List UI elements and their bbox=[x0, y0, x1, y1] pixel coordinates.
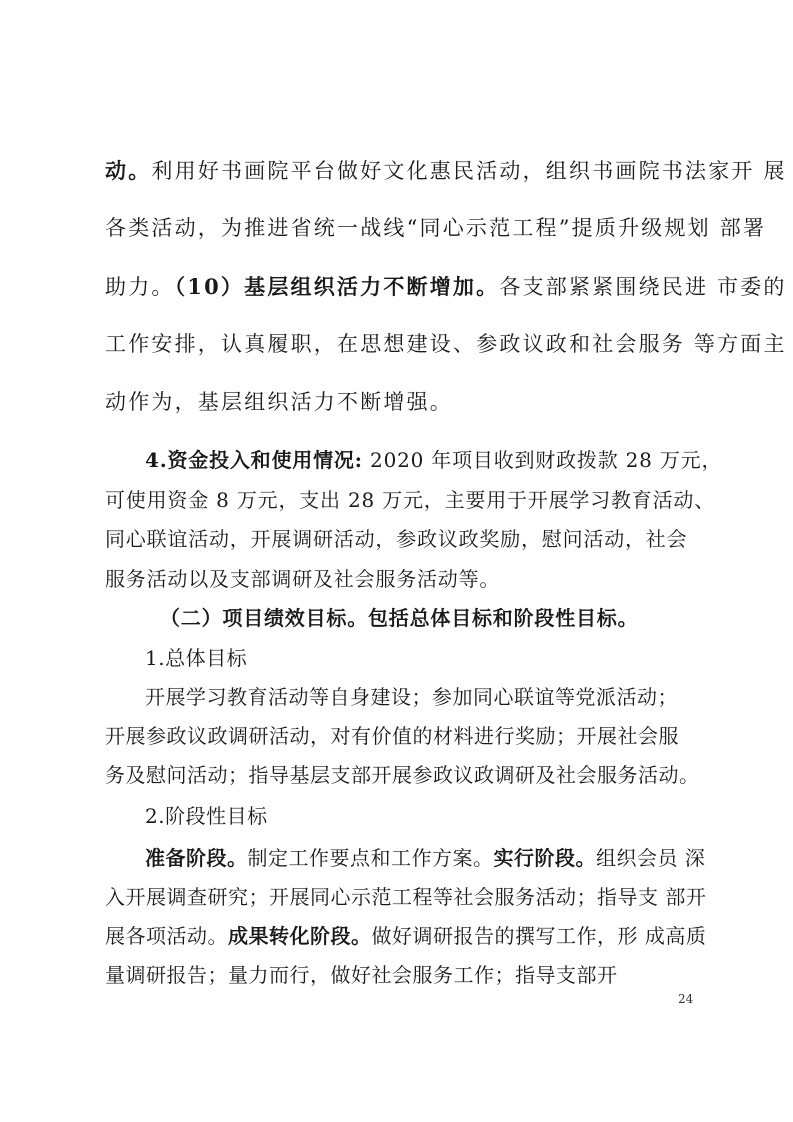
bold-text: 成果转化阶段。 bbox=[228, 924, 372, 948]
text-line bbox=[105, 334, 787, 355]
body-text: 动作为，基层组织活力不断增强。 bbox=[105, 390, 453, 414]
page-number: 24 bbox=[678, 992, 694, 1006]
bold-text: 实行阶段。 bbox=[493, 846, 596, 870]
body-text: 做好调研报告的撰写工作，形 成高质 bbox=[371, 924, 707, 948]
text-line bbox=[105, 490, 715, 510]
section-heading: （二）项目绩效目标。包括总体目标和阶段性目标。 bbox=[160, 606, 639, 630]
body-text: 服务活动以及支部调研及社会服务活动等。 bbox=[105, 567, 501, 591]
body-text: 同心联谊活动，开展调研活动，参政议政奖励，慰问活动，社会 bbox=[105, 527, 688, 551]
body-text: 制定工作要点和工作方案。 bbox=[247, 846, 494, 870]
text-line bbox=[105, 887, 706, 907]
text-line bbox=[105, 965, 618, 985]
text-line bbox=[105, 218, 766, 239]
text-line bbox=[105, 569, 500, 589]
body-text: 利用好书画院平台做好文化惠民活动，组织书画院书法家开 展 bbox=[151, 159, 787, 183]
bold-text: 4.资金投入和使用情况: bbox=[145, 448, 363, 472]
body-text: 量调研报告；量力而行，做好社会服务工作；指导支部开 bbox=[105, 963, 618, 987]
bold-text: （10）基层组织活力不断增加。 bbox=[174, 274, 500, 299]
text-line bbox=[105, 926, 706, 946]
body-text: 工作安排，认真履职，在思想建设、参政议政和社会服务 等方面主 bbox=[105, 332, 787, 356]
text-line: 务及慰问活动；指导基层支部开展参政议政调研及社会服务活动。 bbox=[105, 763, 700, 787]
text-line bbox=[145, 450, 722, 470]
text-line bbox=[105, 392, 453, 413]
text-line bbox=[145, 848, 705, 868]
body-text: 各类活动，为推进省统一战线“同心示范工程”提质升级规划 部署 bbox=[105, 216, 767, 240]
text-line bbox=[105, 276, 787, 298]
body-text: 可使用资金 8 万元，支出 28 万元，主要用于开展学习教育活动、 bbox=[105, 488, 716, 512]
body-text: 助力。 bbox=[105, 275, 175, 299]
text-line: 开展学习教育活动等自身建设；参加同心联谊等党派活动； bbox=[145, 685, 678, 709]
bold-text: 准备阶段。 bbox=[145, 846, 248, 870]
subheading: 2.阶段性目标 bbox=[145, 804, 268, 828]
body-text: 2020 年项目收到财政拨款 28 万元， bbox=[370, 448, 723, 472]
text-line: 开展参政议政调研活动，对有价值的材料进行奖励；开展社会服 bbox=[105, 724, 679, 748]
body-text: 展各项活动。 bbox=[105, 924, 228, 948]
body-text: 各支部紧紧围绕民进 市委的 bbox=[499, 275, 787, 299]
body-text: 入开展调查研究；开展同心示范工程等社会服务活动；指导支 部开 bbox=[105, 885, 707, 909]
body-text: 组织会员 深 bbox=[596, 846, 706, 870]
text-line bbox=[105, 529, 687, 549]
subheading: 1.总体目标 bbox=[145, 646, 248, 670]
text-line bbox=[105, 160, 787, 182]
bold-text: 动。 bbox=[105, 158, 152, 183]
